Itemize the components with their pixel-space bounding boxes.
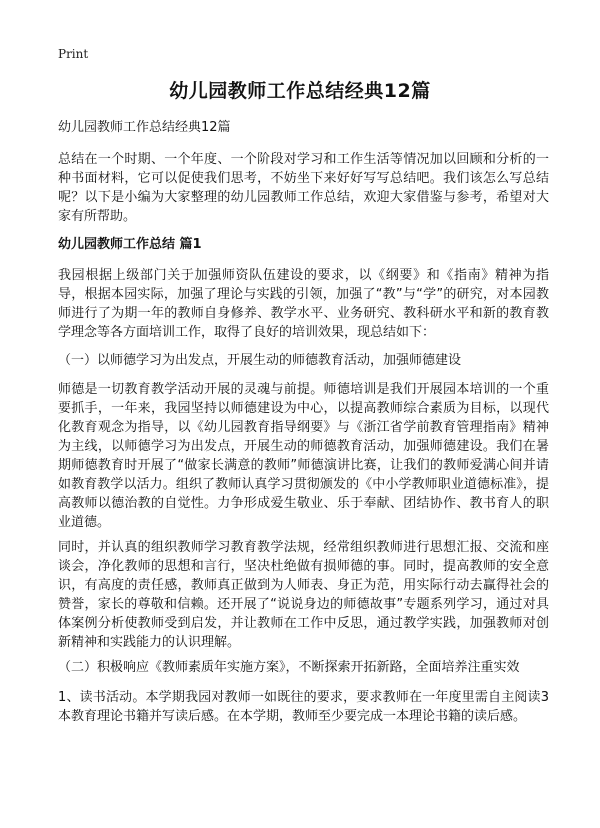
subheading-quality: （二）积极响应《教师素质年实施方案》，不断探索开拓新路，全面培养注重实效: [58, 660, 520, 675]
paragraph-regulations: 同时，并认真的组织教师学习教育教学法规，经常组织教师进行思想汇报、交流和座谈会，净化教师的思想和言行，坚决杜绝做有损师德的事。同时，提高教师的安全意识，有高度的责任感，教师真正做到为人师表、身正为范，用实际行动去赢得社会的赞誉，家长的尊敬和信赖。还开展了“说说身边的师德故事”专题系列学习，通过对具体案例分析使教师受到启发，并让教师在工作中反思，通过教学实践，加强教师对创新精神和实践能力的认识理解。: [58, 540, 549, 650]
intro-paragraph: 总结在一个时期、一个年度、一个阶段对学习和工作生活等情况加以回顾和分析的一种书面材料，它可以促使我们思考，不妨坐下来好好写写总结吧。我们该怎么写总结呢？以下是小编为大家整理的幼儿园教师工作总结，欢迎大家借鉴与参考，希望对大家有所帮助。: [58, 152, 549, 224]
subheading-ethics: （一）以师德学习为出发点，开展生动的师德教育活动，加强师德建设: [58, 353, 462, 368]
paragraph-reading: 1、读书活动。本学期我园对教师一如既往的要求，要求教师在一年度里需自主阅读3本教育理论书籍并写读后感。在本学期，教师至少要完成一本理论书籍的读后感。: [58, 690, 549, 724]
document-subtitle: 幼儿园教师工作总结经典12篇: [58, 120, 231, 135]
section-heading: 幼儿园教师工作总结 篇1: [58, 237, 202, 252]
document-title: 幼儿园教师工作总结经典12篇: [169, 80, 431, 102]
paragraph-ethics: 师德是一切教育教学活动开展的灵魂与前提。师德培训是我们开展园本培训的一个重要抓手，一年来，我园坚持以师德建设为中心，以提高教师综合素质为目标，以现代化教育观念为指导，以《幼儿园教育指导纲要》与《浙江省学前教育管理指南》精神为主线，以师德学习为出发点，开展生动的师德教育活动，加强师德建设。我们在暑期师德教育时开展了“做家长满意的教师”师德演讲比赛，让我们的教师爱满心间并请如教育教学以活力。组织了教师认真学习贯彻颁发的《中小学教师职业道德标准》，提高教师以德治教的自觉性。力争形成爱生敬业、乐于奉献、团结协作、教书育人的职业道德。: [58, 382, 549, 530]
paragraph-overview: 我园根据上级部门关于加强师资队伍建设的要求，以《纲要》和《指南》精神为指导，根据本园实际，加强了理论与实践的引领，加强了“教”与“学”的研究，对本园教师进行了为期一年的教师自身修养、教学水平、业务研究、教科研水平和新的教育教学理念等各方面培训工作，取得了良好的培训效果，现总结如下：: [58, 268, 549, 340]
print-label[interactable]: Print: [58, 47, 89, 61]
